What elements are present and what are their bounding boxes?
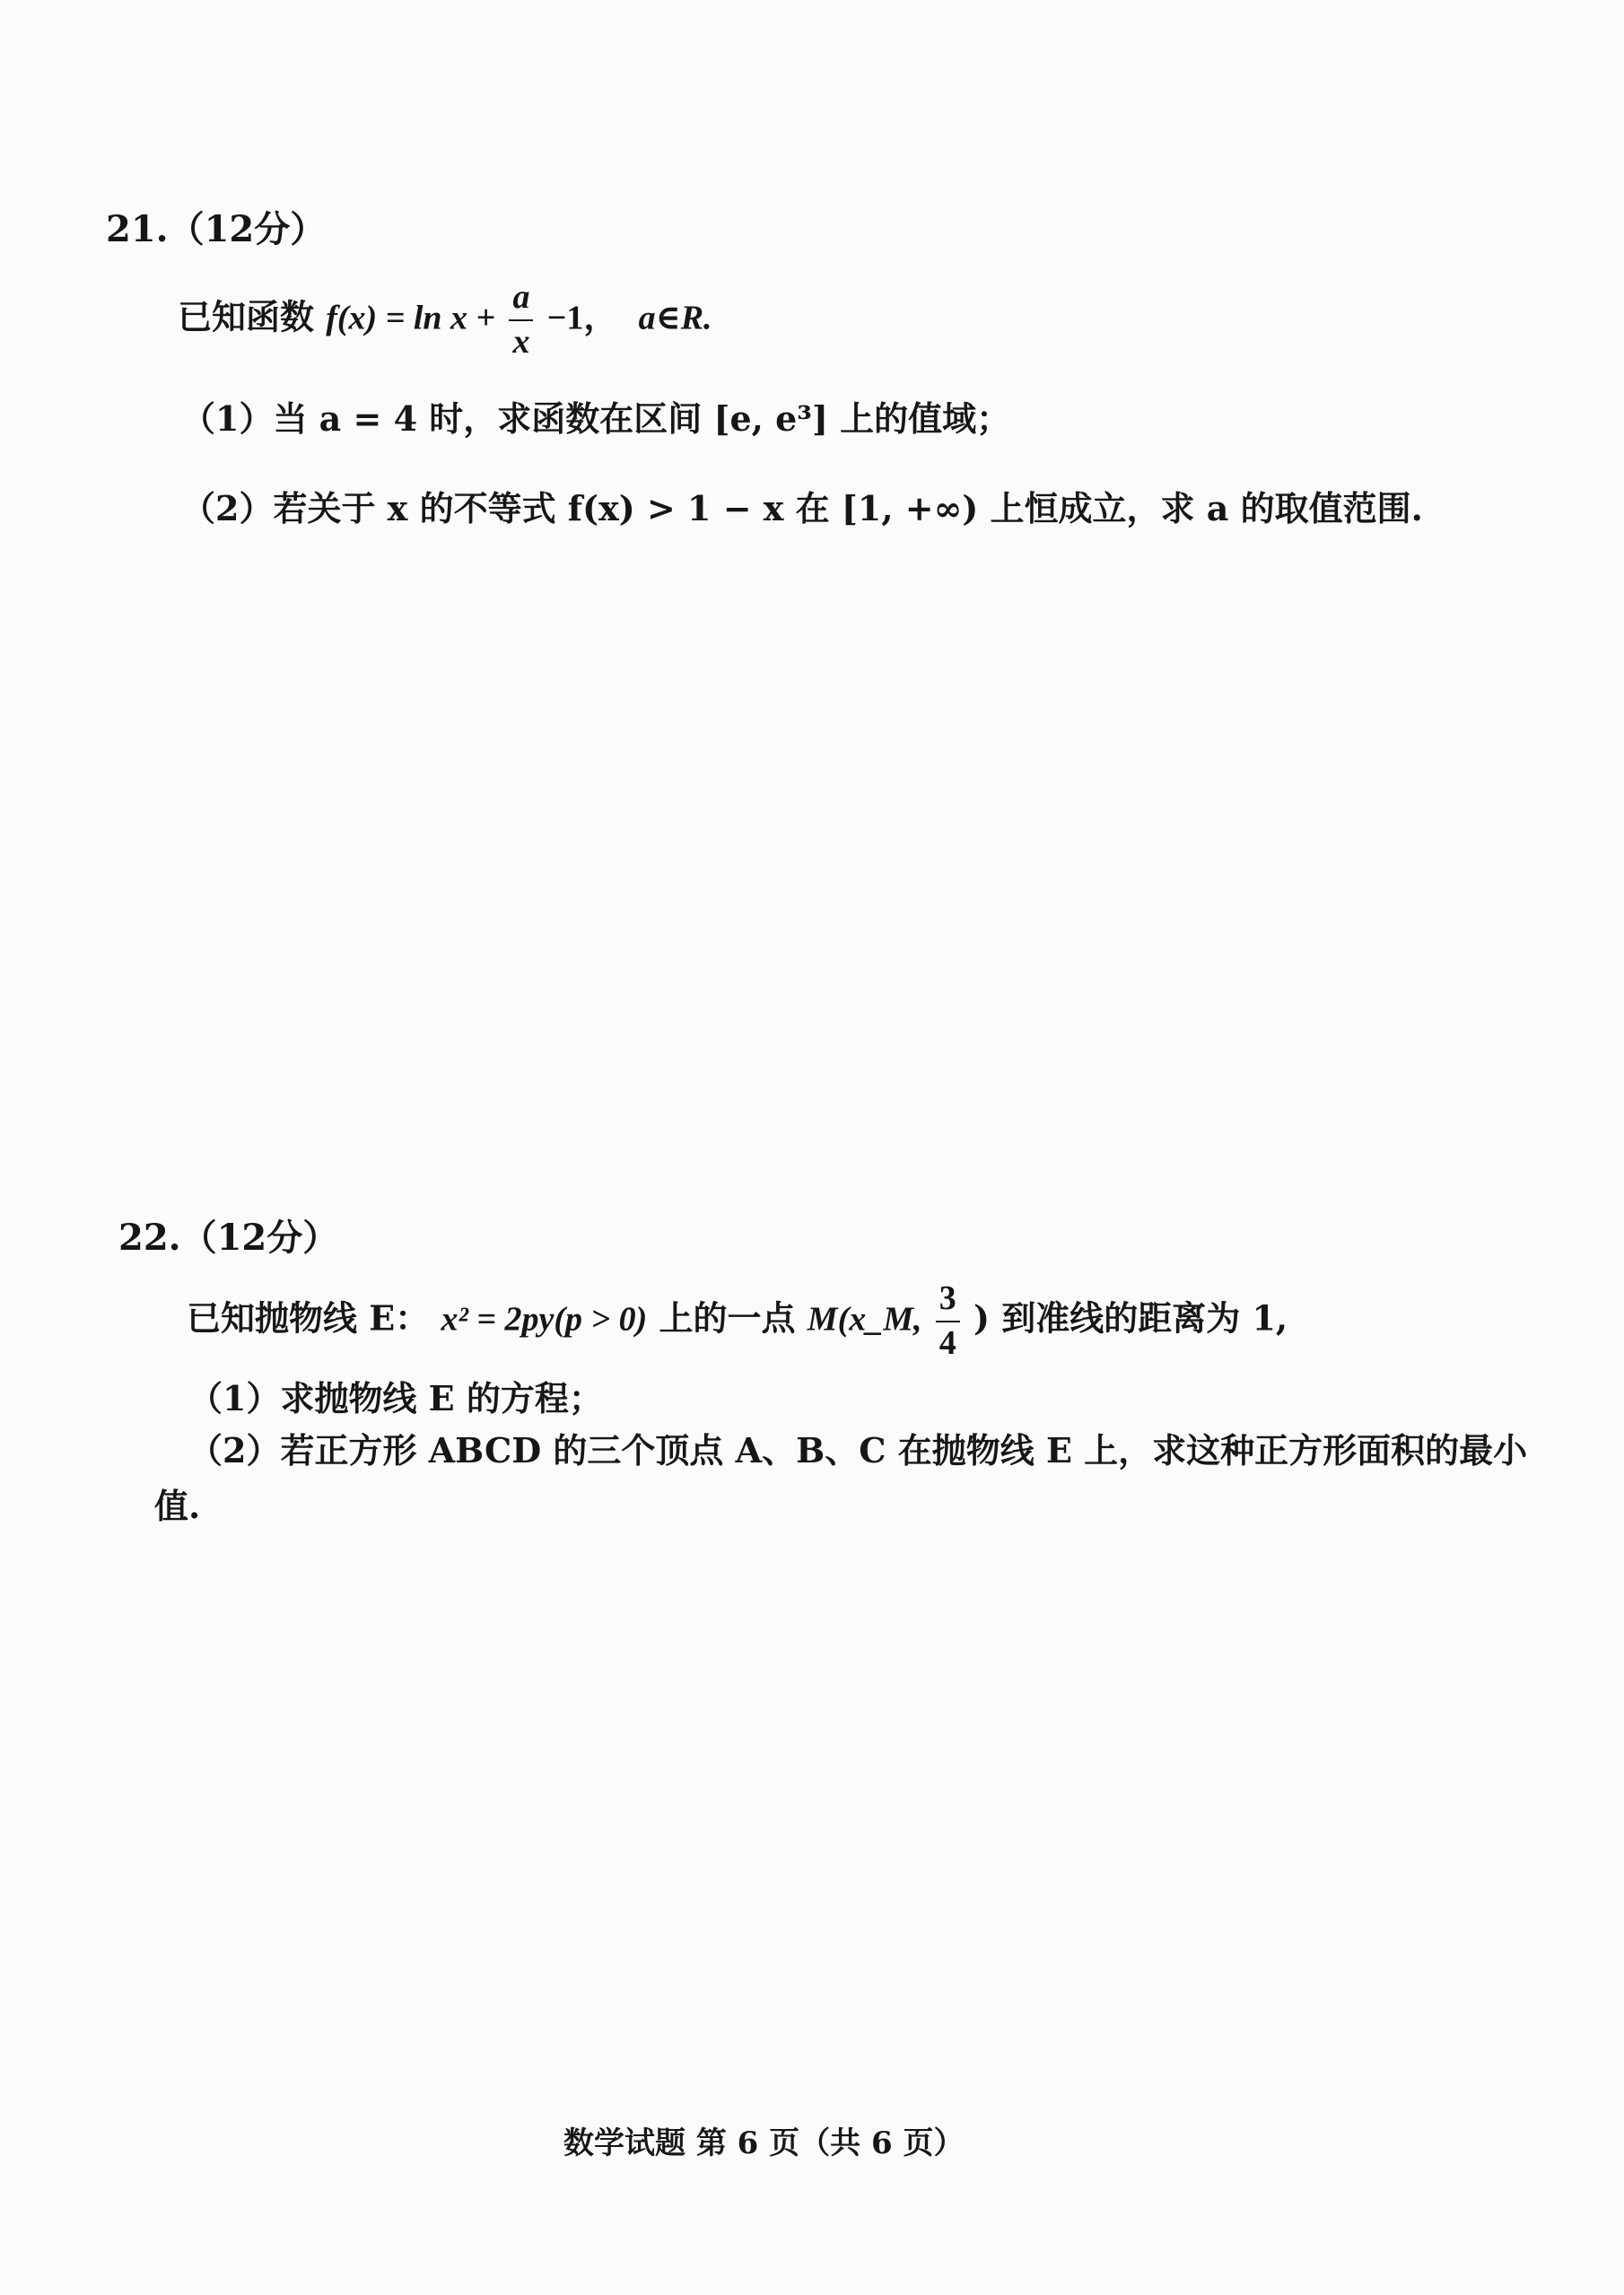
q22-equation: x² = 2py(p > 0): [441, 1300, 648, 1339]
q22-point: M(x_M,: [807, 1300, 922, 1339]
q21-header: [106, 208, 327, 250]
q22-number: 22.: [118, 1217, 181, 1259]
q22-header: [118, 1217, 339, 1259]
q22-part2-text-line2: 值.: [154, 1486, 201, 1526]
q21-stem: [178, 280, 712, 361]
q21-frac-denominator: x: [512, 322, 530, 361]
footer-text: 数学试题 第 6 页（共 6 页）: [563, 2125, 965, 2161]
q22-part1-text: 求抛物线 E 的方程；: [280, 1378, 603, 1418]
q21-stem-tail: −1，: [546, 299, 618, 337]
q21-part1: [181, 398, 1011, 439]
q22-stem-mid: 上的一点: [659, 1297, 796, 1339]
q21-part2-text: 若关于 x 的不等式 f(x) > 1 − x 在 [1, +∞) 上恒成立，求 a 的取值范围.: [273, 488, 1423, 528]
q22-stem-tail: ) 到准线的距离为 1,: [974, 1297, 1288, 1339]
q22-part1: [188, 1378, 603, 1418]
q22-part2: [188, 1430, 1528, 1470]
q21-fraction: [509, 280, 533, 361]
q22-stem-prefix: 已知抛物线 E：: [187, 1297, 430, 1339]
q21-number: 21.: [106, 208, 169, 250]
q21-part1-label: （1）: [181, 398, 274, 439]
q21-score: （12分）: [168, 208, 327, 250]
q21-function: f(x) = ln x +: [326, 299, 496, 337]
q22-score: （12分）: [180, 1217, 339, 1259]
q22-stem: [187, 1281, 1288, 1362]
q22-frac-numerator: 3: [936, 1281, 960, 1322]
q22-frac-denominator: 4: [939, 1323, 956, 1362]
q21-part2-label: （2）: [181, 488, 274, 528]
q22-part2-continued: [154, 1486, 201, 1526]
q22-fraction: [936, 1281, 960, 1362]
q21-domain: a∈R.: [638, 299, 712, 337]
q21-frac-numerator: a: [509, 280, 533, 321]
page-footer: [563, 2125, 965, 2161]
q21-part1-text: 当 a = 4 时，求函数在区间 [e, e³] 上的值域；: [273, 398, 1011, 439]
q22-part2-label: （2）: [188, 1430, 281, 1470]
q21-stem-prefix: 已知函数: [178, 296, 315, 337]
q22-part2-text-line1: 若正方形 ABCD 的三个顶点 A、B、C 在抛物线 E 上，求这种正方形面积的最小: [280, 1430, 1528, 1470]
q22-part1-label: （1）: [188, 1378, 281, 1418]
q21-part2: [181, 488, 1423, 528]
